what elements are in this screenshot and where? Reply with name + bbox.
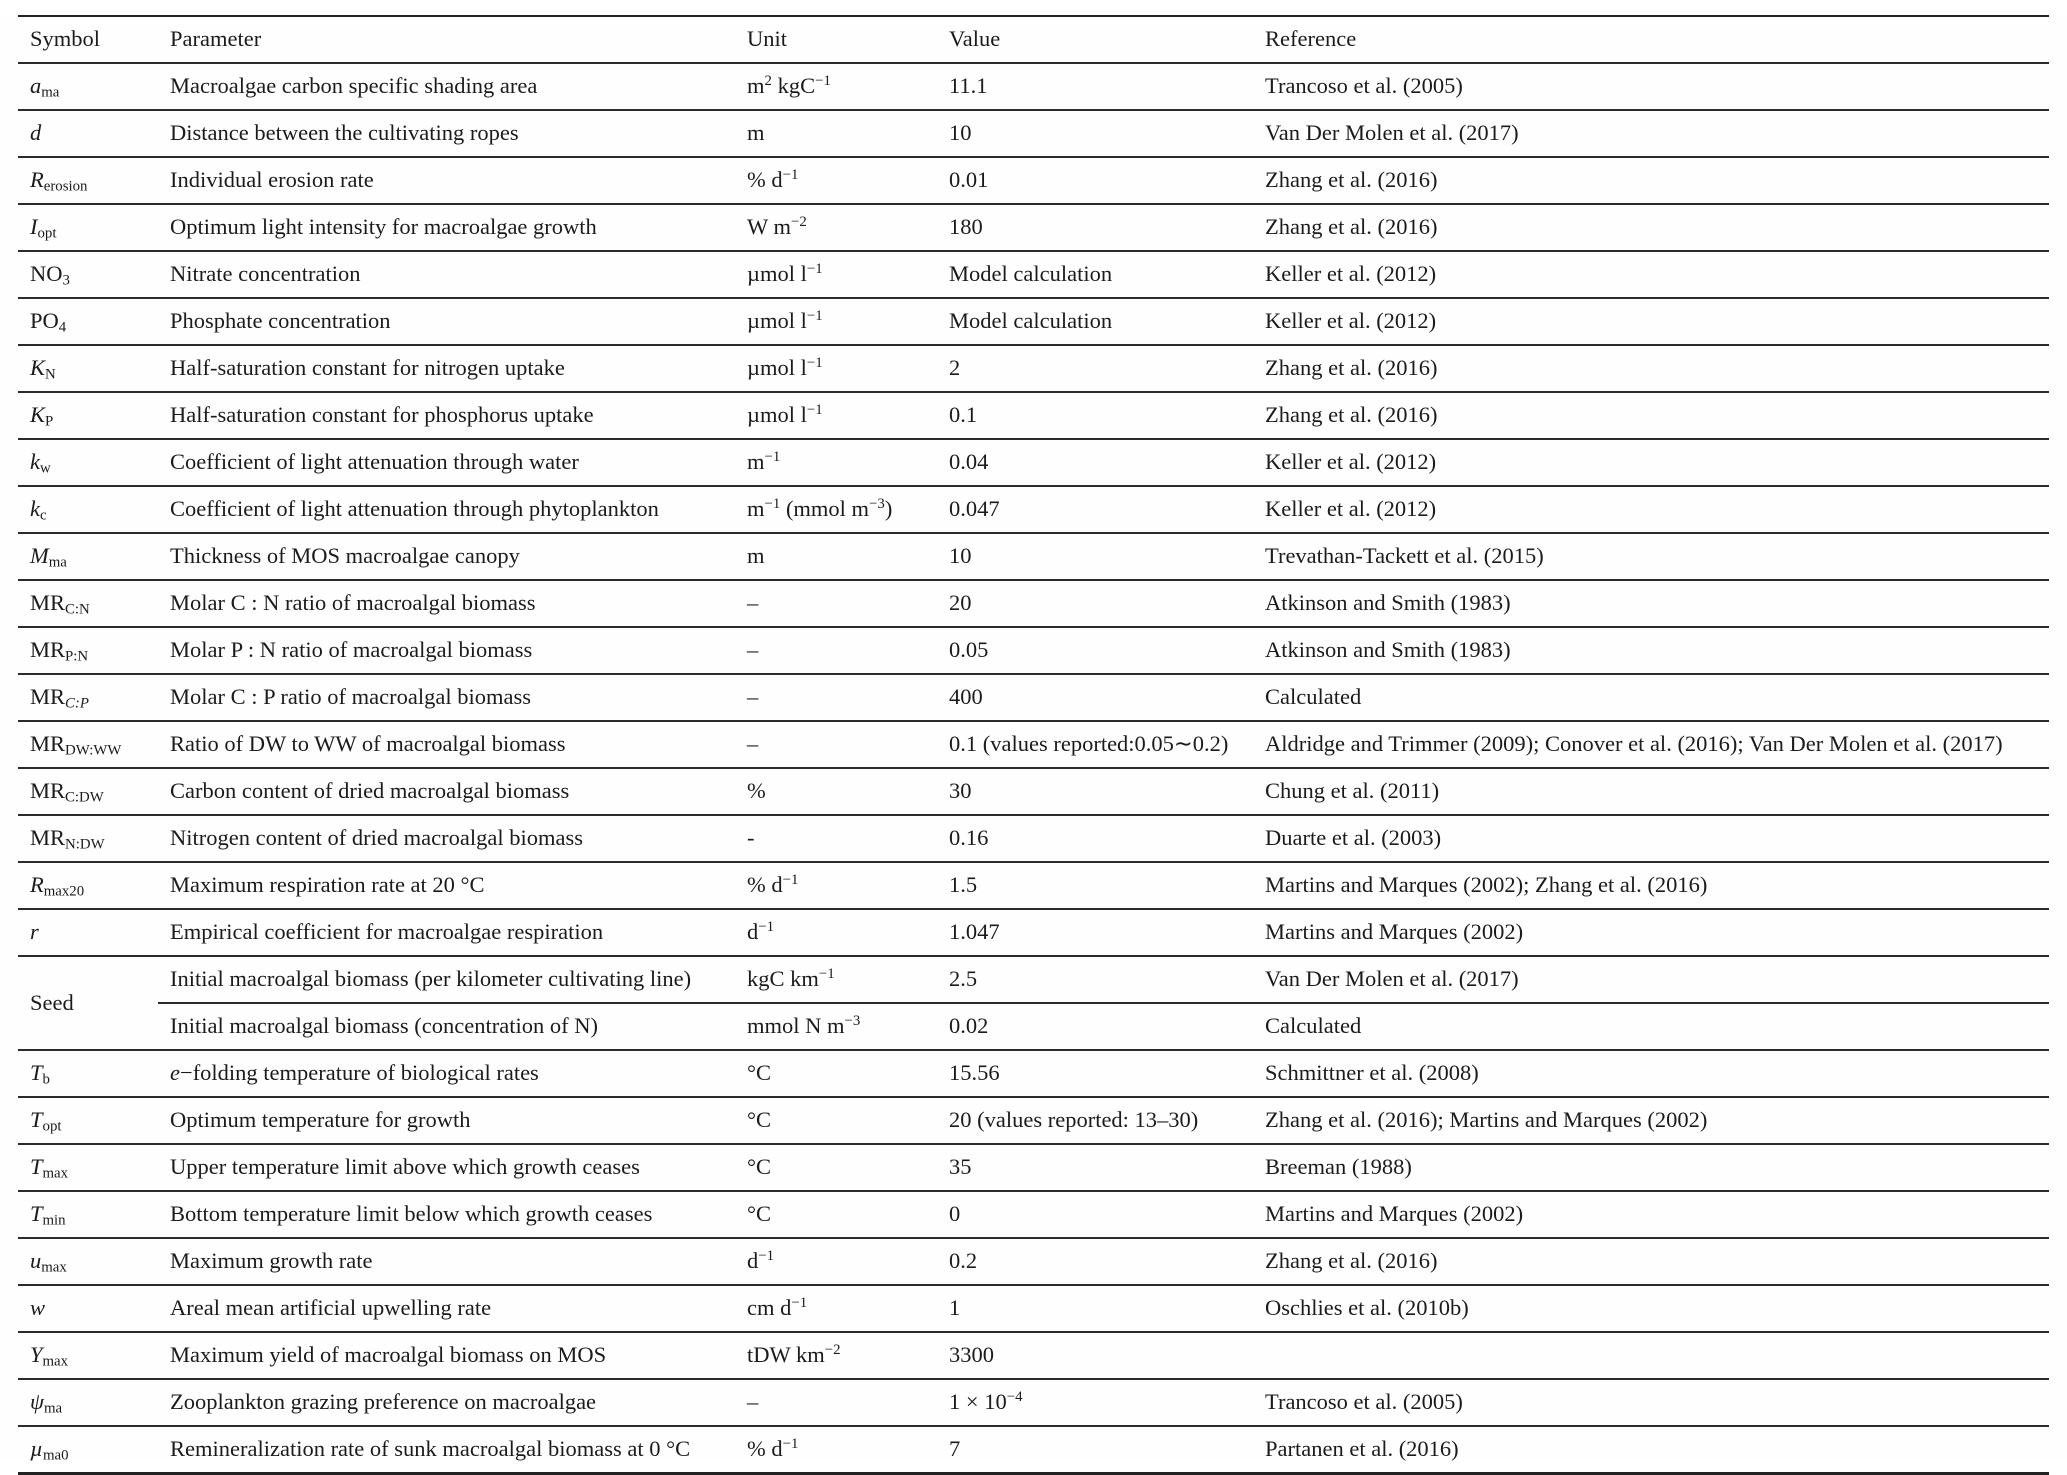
- cell-value: 0: [937, 1191, 1253, 1238]
- cell-unit: °C: [735, 1050, 937, 1097]
- table-row: [18, 909, 2049, 956]
- table-row: [18, 674, 2049, 721]
- cell-value: 0.047: [937, 486, 1253, 533]
- cell-unit: $d^{-1}$: [735, 909, 937, 956]
- cell-symbol: d: [18, 110, 158, 157]
- cell-reference: Oschlies et al. (2010b): [1253, 1285, 2049, 1332]
- cell-value: 2: [937, 345, 1253, 392]
- cell-symbol: $T_{opt}$: [18, 1097, 158, 1144]
- cell-value: 400: [937, 674, 1253, 721]
- cell-parameter: Empirical coefficient for macroalgae respiration: [158, 909, 735, 956]
- cell-parameter: Maximum growth rate: [158, 1238, 735, 1285]
- cell-parameter: Initial macroalgal biomass (concentration of N): [158, 1003, 735, 1050]
- cell-reference: Schmittner et al. (2008): [1253, 1050, 2049, 1097]
- table-row: [18, 486, 2049, 533]
- table-row: [18, 627, 2049, 674]
- cell-unit: % $d^{-1}$: [735, 157, 937, 204]
- cell-unit: % $d^{-1}$: [735, 862, 937, 909]
- cell-unit: –: [735, 627, 937, 674]
- cell-reference: Zhang et al. (2016): [1253, 204, 2049, 251]
- cell-symbol: $K_P$: [18, 392, 158, 439]
- cell-unit: µmol $l^{-1}$: [735, 251, 937, 298]
- cell-symbol: $R_{erosion}$: [18, 157, 158, 204]
- cell-unit: –: [735, 674, 937, 721]
- cell-parameter: Zooplankton grazing preference on macroalgae: [158, 1379, 735, 1426]
- cell-unit: –: [735, 1379, 937, 1426]
- parameters-table: [18, 15, 2049, 1475]
- cell-unit: –: [735, 580, 937, 627]
- cell-value: 30: [937, 768, 1253, 815]
- cell-parameter: Individual erosion rate: [158, 157, 735, 204]
- cell-parameter: Remineralization rate of sunk macroalgal biomass at 0 °C: [158, 1426, 735, 1474]
- cell-unit: -: [735, 815, 937, 862]
- table-row: [18, 204, 2049, 251]
- cell-parameter: Initial macroalgal biomass (per kilometer cultivating line): [158, 956, 735, 1003]
- cell-unit: °C: [735, 1144, 937, 1191]
- cell-reference: Zhang et al. (2016): [1253, 1238, 2049, 1285]
- cell-unit: µmol $l^{-1}$: [735, 298, 937, 345]
- cell-parameter: Nitrate concentration: [158, 251, 735, 298]
- table-row: [18, 110, 2049, 157]
- cell-value: 20: [937, 580, 1253, 627]
- cell-reference: Keller et al. (2012): [1253, 251, 2049, 298]
- cell-unit: °C: [735, 1097, 937, 1144]
- cell-symbol: $MR_{N:DW}$: [18, 815, 158, 862]
- cell-reference: Atkinson and Smith (1983): [1253, 627, 2049, 674]
- table-body: [18, 63, 2049, 1474]
- table-row: [18, 251, 2049, 298]
- table-row: [18, 721, 2049, 768]
- cell-value: 11.1: [937, 63, 1253, 110]
- table-row: [18, 439, 2049, 486]
- cell-symbol: $PO_4$: [18, 298, 158, 345]
- cell-value: 3300: [937, 1332, 1253, 1379]
- cell-value: 0.2: [937, 1238, 1253, 1285]
- cell-symbol: $MR_{DW:WW}$: [18, 721, 158, 768]
- cell-parameter: Molar C : N ratio of macroalgal biomass: [158, 580, 735, 627]
- cell-unit: kgC $km^{-1}$: [735, 956, 937, 1003]
- cell-reference: Trevathan-Tackett et al. (2015): [1253, 533, 2049, 580]
- cell-unit: cm $d^{-1}$: [735, 1285, 937, 1332]
- cell-value: 35: [937, 1144, 1253, 1191]
- cell-symbol: $M_{ma}$: [18, 533, 158, 580]
- cell-reference: Van Der Molen et al. (2017): [1253, 110, 2049, 157]
- cell-value: 180: [937, 204, 1253, 251]
- cell-value: 1: [937, 1285, 1253, 1332]
- cell-reference: Keller et al. (2012): [1253, 298, 2049, 345]
- cell-value: 0.1 (values reported:0.05∼0.2): [937, 721, 1253, 768]
- cell-unit: mmol N $m^{-3}$: [735, 1003, 937, 1050]
- cell-parameter: Molar P : N ratio of macroalgal biomass: [158, 627, 735, 674]
- cell-reference: [1253, 1332, 2049, 1379]
- cell-symbol: $NO_3$: [18, 251, 158, 298]
- cell-parameter: Maximum respiration rate at 20 °C: [158, 862, 735, 909]
- cell-reference: Zhang et al. (2016); Martins and Marques (2002): [1253, 1097, 2049, 1144]
- cell-unit: %: [735, 768, 937, 815]
- cell-reference: Chung et al. (2011): [1253, 768, 2049, 815]
- cell-symbol: $T_{max}$: [18, 1144, 158, 1191]
- cell-unit: $d^{-1}$: [735, 1238, 937, 1285]
- cell-unit: tDW $km^{-2}$: [735, 1332, 937, 1379]
- cell-symbol: $k_w$: [18, 439, 158, 486]
- table-header: [18, 16, 2049, 63]
- cell-symbol: $MR_{C:N}$: [18, 580, 158, 627]
- cell-value: 0.02: [937, 1003, 1253, 1050]
- cell-value: 1.5: [937, 862, 1253, 909]
- header-row: [18, 16, 2049, 63]
- cell-parameter: Maximum yield of macroalgal biomass on MOS: [158, 1332, 735, 1379]
- cell-value: 0.05: [937, 627, 1253, 674]
- table-row: [18, 1050, 2049, 1097]
- cell-reference: Zhang et al. (2016): [1253, 157, 2049, 204]
- cell-parameter: Macroalgae carbon specific shading area: [158, 63, 735, 110]
- table-row: [18, 1332, 2049, 1379]
- cell-parameter: Upper temperature limit above which growth ceases: [158, 1144, 735, 1191]
- cell-parameter: Half-saturation constant for phosphorus uptake: [158, 392, 735, 439]
- cell-symbol: $MR_{C:P}$: [18, 674, 158, 721]
- cell-reference: Keller et al. (2012): [1253, 486, 2049, 533]
- cell-parameter: Coefficient of light attenuation through phytoplankton: [158, 486, 735, 533]
- cell-symbol: $u_{max}$: [18, 1238, 158, 1285]
- cell-reference: Van Der Molen et al. (2017): [1253, 956, 2049, 1003]
- table-row: [18, 862, 2049, 909]
- table-row: [18, 1097, 2049, 1144]
- column-header-parameter: Parameter: [158, 16, 735, 63]
- cell-reference: Aldridge and Trimmer (2009); Conover et al. (2016); Van Der Molen et al. (2017): [1253, 721, 2049, 768]
- cell-unit: % $d^{-1}$: [735, 1426, 937, 1474]
- cell-parameter: e−folding temperature of biological rates: [158, 1050, 735, 1097]
- cell-value: 10: [937, 110, 1253, 157]
- cell-value: 0.16: [937, 815, 1253, 862]
- cell-reference: Martins and Marques (2002); Zhang et al. (2016): [1253, 862, 2049, 909]
- table-row: [18, 157, 2049, 204]
- table-row: [18, 533, 2049, 580]
- cell-reference: Partanen et al. (2016): [1253, 1426, 2049, 1474]
- cell-symbol: µ$_{ma0}$: [18, 1426, 158, 1474]
- cell-symbol: $k_c$: [18, 486, 158, 533]
- cell-value: 10: [937, 533, 1253, 580]
- cell-value: 1.047: [937, 909, 1253, 956]
- cell-value: 15.56: [937, 1050, 1253, 1097]
- cell-parameter: Bottom temperature limit below which growth ceases: [158, 1191, 735, 1238]
- cell-reference: Calculated: [1253, 674, 2049, 721]
- cell-value: 20 (values reported: 13–30): [937, 1097, 1253, 1144]
- cell-reference: Trancoso et al. (2005): [1253, 1379, 2049, 1426]
- cell-symbol: $K_N$: [18, 345, 158, 392]
- cell-value: 7: [937, 1426, 1253, 1474]
- cell-unit: µmol $l^{-1}$: [735, 392, 937, 439]
- table-row: [18, 63, 2049, 110]
- cell-parameter: Half-saturation constant for nitrogen uptake: [158, 345, 735, 392]
- cell-parameter: Phosphate concentration: [158, 298, 735, 345]
- table-row: [18, 392, 2049, 439]
- cell-reference: Calculated: [1253, 1003, 2049, 1050]
- table-row: [18, 1379, 2049, 1426]
- cell-symbol: $a_{ma}$: [18, 63, 158, 110]
- table-row: [18, 1003, 2049, 1050]
- cell-value: Model calculation: [937, 251, 1253, 298]
- cell-value: Model calculation: [937, 298, 1253, 345]
- table-row: [18, 1426, 2049, 1474]
- table-row: [18, 815, 2049, 862]
- cell-parameter: Coefficient of light attenuation through water: [158, 439, 735, 486]
- cell-value: 2.5: [937, 956, 1253, 1003]
- table-row: [18, 1144, 2049, 1191]
- cell-reference: Martins and Marques (2002): [1253, 909, 2049, 956]
- cell-parameter: Thickness of MOS macroalgae canopy: [158, 533, 735, 580]
- cell-reference: Martins and Marques (2002): [1253, 1191, 2049, 1238]
- cell-reference: Zhang et al. (2016): [1253, 392, 2049, 439]
- cell-symbol: $T_b$: [18, 1050, 158, 1097]
- table-row: [18, 768, 2049, 815]
- cell-unit: m: [735, 110, 937, 157]
- column-header-symbol: Symbol: [18, 16, 158, 63]
- cell-unit: –: [735, 721, 937, 768]
- paper-page: [0, 15, 2067, 1464]
- cell-symbol: w: [18, 1285, 158, 1332]
- cell-symbol: $I_{opt}$: [18, 204, 158, 251]
- cell-unit: µmol $l^{-1}$: [735, 345, 937, 392]
- table-row: [18, 1191, 2049, 1238]
- cell-value: $1 \times 10^{-4}$: [937, 1379, 1253, 1426]
- table-row: [18, 956, 2049, 1003]
- cell-symbol: $MR_{P:N}$: [18, 627, 158, 674]
- cell-unit: m: [735, 533, 937, 580]
- cell-symbol: $MR_{C:DW}$: [18, 768, 158, 815]
- cell-unit: °C: [735, 1191, 937, 1238]
- cell-parameter: Nitrogen content of dried macroalgal biomass: [158, 815, 735, 862]
- cell-reference: Keller et al. (2012): [1253, 439, 2049, 486]
- table-row: [18, 580, 2049, 627]
- cell-value: 0.04: [937, 439, 1253, 486]
- cell-unit: $m^2$ kgC$^{-1}$: [735, 63, 937, 110]
- cell-parameter: Optimum light intensity for macroalgae growth: [158, 204, 735, 251]
- cell-reference: Atkinson and Smith (1983): [1253, 580, 2049, 627]
- cell-parameter: Molar C : P ratio of macroalgal biomass: [158, 674, 735, 721]
- table-row: [18, 298, 2049, 345]
- table-row: [18, 1285, 2049, 1332]
- cell-unit: $m^{-1}$ (mmol $m^{-3}$): [735, 486, 937, 533]
- cell-reference: Breeman (1988): [1253, 1144, 2049, 1191]
- cell-symbol: $R_{max20}$: [18, 862, 158, 909]
- column-header-unit: Unit: [735, 16, 937, 63]
- cell-symbol: $T_{min}$: [18, 1191, 158, 1238]
- cell-parameter: Distance between the cultivating ropes: [158, 110, 735, 157]
- cell-unit: W $m^{-2}$: [735, 204, 937, 251]
- cell-unit: $m^{-1}$: [735, 439, 937, 486]
- column-header-value: Value: [937, 16, 1253, 63]
- table-row: [18, 1238, 2049, 1285]
- column-header-reference: Reference: [1253, 16, 2049, 63]
- cell-reference: Trancoso et al. (2005): [1253, 63, 2049, 110]
- cell-parameter: Optimum temperature for growth: [158, 1097, 735, 1144]
- cell-value: 0.1: [937, 392, 1253, 439]
- cell-value: 0.01: [937, 157, 1253, 204]
- cell-symbol: $Y_{max}$: [18, 1332, 158, 1379]
- table-row: [18, 345, 2049, 392]
- cell-parameter: Areal mean artificial upwelling rate: [158, 1285, 735, 1332]
- cell-reference: Duarte et al. (2003): [1253, 815, 2049, 862]
- cell-parameter: Ratio of DW to WW of macroalgal biomass: [158, 721, 735, 768]
- cell-symbol: $\psi_{ma}$: [18, 1379, 158, 1426]
- cell-symbol: r: [18, 909, 158, 956]
- cell-parameter: Carbon content of dried macroalgal biomass: [158, 768, 735, 815]
- cell-symbol: Seed: [18, 956, 158, 1050]
- cell-reference: Zhang et al. (2016): [1253, 345, 2049, 392]
